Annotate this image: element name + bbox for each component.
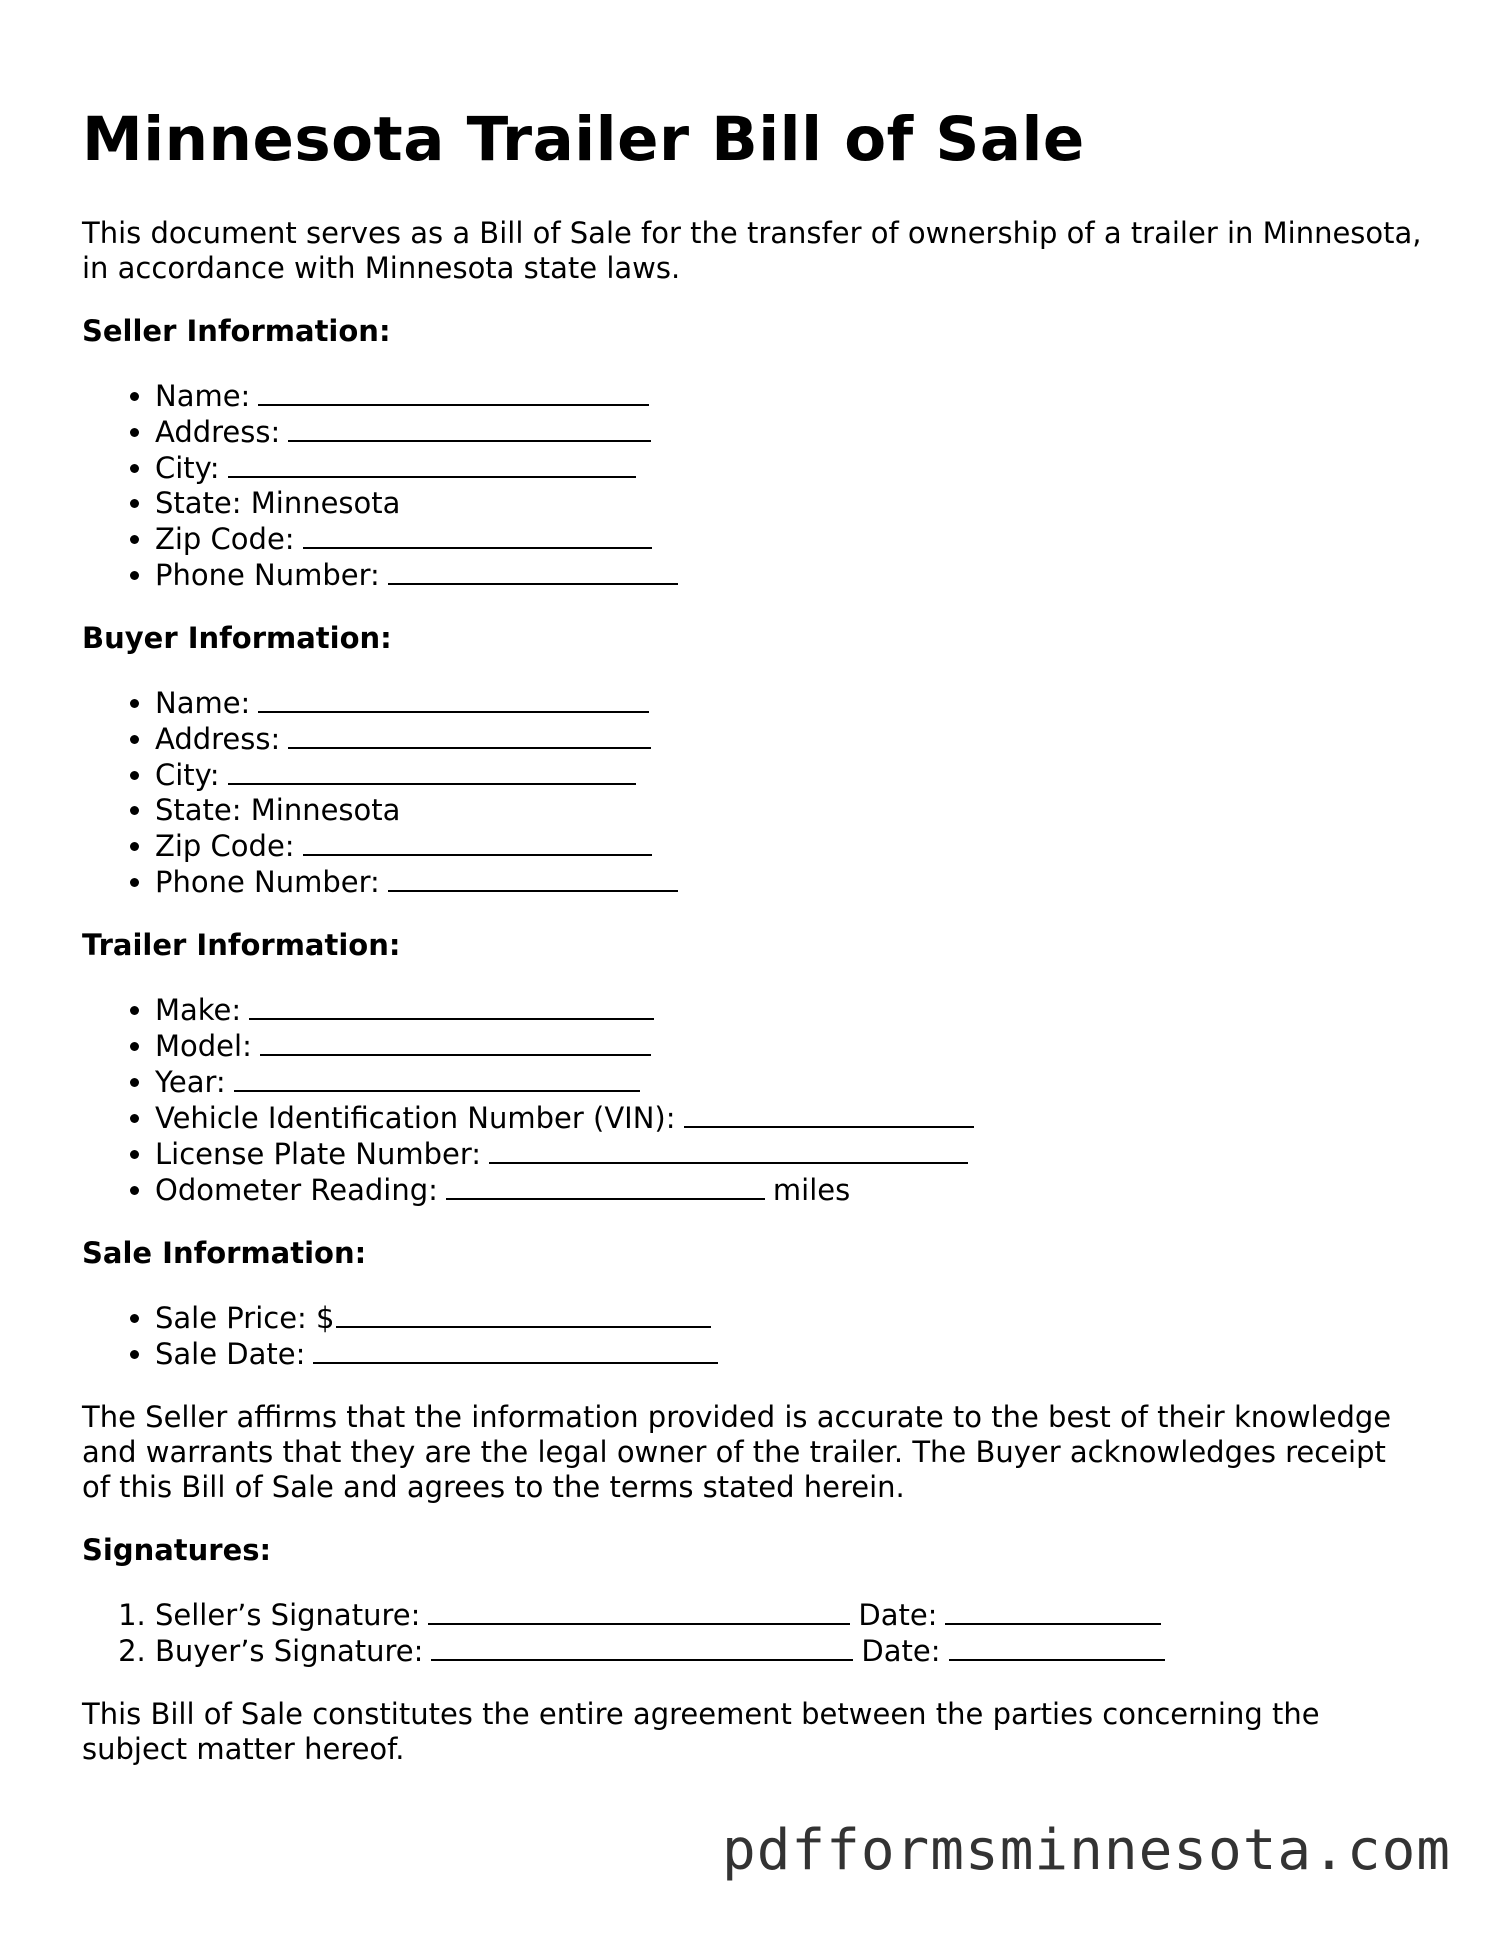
buyer-name-field[interactable]: [258, 685, 649, 713]
signatures-section-heading: Signatures:: [82, 1533, 272, 1567]
buyer-address-label: Address:: [155, 722, 281, 756]
seller-phone-field[interactable]: [388, 557, 678, 585]
seller-state-item: [155, 486, 1422, 521]
trailer-make-label: Make:: [155, 993, 242, 1027]
trailer-section-heading: Trailer Information:: [82, 928, 401, 962]
seller-date-field[interactable]: [945, 1597, 1161, 1625]
seller-signature-item: [155, 1597, 1422, 1633]
seller-name-item: [155, 378, 1422, 414]
buyer-signature-label: Buyer’s Signature:: [155, 1634, 424, 1668]
sale-info-list: [82, 1300, 1422, 1372]
seller-phone-label: Phone Number:: [155, 558, 380, 592]
buyer-signature-item: [155, 1633, 1422, 1669]
trailer-odometer-field[interactable]: [446, 1172, 765, 1200]
buyer-section-heading: Buyer Information:: [82, 621, 392, 655]
buyer-state-label: State: Minnesota: [155, 793, 401, 827]
trailer-year-label: Year:: [155, 1065, 226, 1099]
seller-city-item: [155, 450, 1422, 486]
buyer-date-label: Date:: [861, 1634, 941, 1668]
buyer-address-field[interactable]: [288, 721, 651, 749]
buyer-state-item: [155, 793, 1422, 828]
seller-zip-field[interactable]: [303, 521, 652, 549]
seller-state-label: State: Minnesota: [155, 486, 401, 520]
site-watermark: pdfformsminnesota.com: [721, 1818, 1451, 1883]
buyer-city-label: City:: [155, 758, 220, 792]
trailer-vin-field[interactable]: [684, 1100, 974, 1128]
trailer-model-label: Model:: [155, 1029, 252, 1063]
sale-price-label: Sale Price: $: [155, 1301, 335, 1335]
seller-date-label: Date:: [858, 1598, 938, 1632]
buyer-info-list: [82, 685, 1422, 900]
trailer-plate-field[interactable]: [489, 1136, 968, 1164]
trailer-year-field[interactable]: [234, 1064, 640, 1092]
buyer-phone-field[interactable]: [388, 864, 678, 892]
buyer-zip-item: [155, 828, 1422, 864]
seller-zip-item: [155, 521, 1422, 557]
seller-signature-label: Seller’s Signature:: [155, 1598, 421, 1632]
seller-zip-label: Zip Code:: [155, 522, 295, 556]
signatures-list: [82, 1597, 1422, 1669]
intro-paragraph: This document serves as a Bill of Sale for the transfer of ownership of a trailer in Minnesota, in accordance with Minnesota state laws.: [82, 216, 1422, 285]
buyer-city-item: [155, 757, 1422, 793]
sale-date-field[interactable]: [313, 1336, 718, 1364]
buyer-city-field[interactable]: [228, 757, 636, 785]
trailer-odometer-label: Odometer Reading:: [155, 1173, 438, 1207]
seller-address-item: [155, 414, 1422, 450]
buyer-zip-label: Zip Code:: [155, 829, 295, 863]
buyer-phone-label: Phone Number:: [155, 865, 380, 899]
trailer-odometer-unit: miles: [772, 1173, 851, 1207]
bill-of-sale-document: [82, 100, 1422, 1767]
trailer-vin-item: [155, 1100, 1422, 1136]
sale-price-item: [155, 1300, 1422, 1336]
sale-date-item: [155, 1336, 1422, 1372]
seller-city-field[interactable]: [228, 450, 636, 478]
seller-name-field[interactable]: [258, 378, 649, 406]
seller-section-heading: Seller Information:: [82, 314, 391, 348]
affirmation-paragraph: The Seller affirms that the information provided is accurate to the best of their knowledge and warrants that they are the legal owner of the trailer. The Buyer acknowledges receipt of this Bill of Sale and agrees to the terms stated herein.: [82, 1400, 1392, 1504]
buyer-name-item: [155, 685, 1422, 721]
seller-signature-field[interactable]: [428, 1597, 850, 1625]
closing-paragraph: This Bill of Sale constitutes the entire agreement between the parties concerning the subject matter hereof.: [82, 1697, 1320, 1766]
trailer-odometer-item: [155, 1172, 1422, 1208]
seller-name-label: Name:: [155, 379, 251, 413]
trailer-vin-label: Vehicle Identification Number (VIN):: [155, 1101, 676, 1135]
trailer-model-item: [155, 1028, 1422, 1064]
trailer-year-item: [155, 1064, 1422, 1100]
sale-section-heading: Sale Information:: [82, 1236, 367, 1270]
buyer-date-field[interactable]: [949, 1633, 1165, 1661]
buyer-phone-item: [155, 864, 1422, 900]
buyer-signature-field[interactable]: [431, 1633, 853, 1661]
trailer-plate-item: [155, 1136, 1422, 1172]
trailer-info-list: [82, 992, 1422, 1208]
seller-phone-item: [155, 557, 1422, 593]
sale-price-field[interactable]: [336, 1300, 711, 1328]
buyer-address-item: [155, 721, 1422, 757]
buyer-zip-field[interactable]: [303, 828, 652, 856]
trailer-make-field[interactable]: [249, 992, 654, 1020]
buyer-name-label: Name:: [155, 686, 251, 720]
seller-address-label: Address:: [155, 415, 281, 449]
page-title: Minnesota Trailer Bill of Sale: [82, 104, 1085, 175]
seller-city-label: City:: [155, 451, 220, 485]
trailer-plate-label: License Plate Number:: [155, 1137, 482, 1171]
seller-address-field[interactable]: [288, 414, 651, 442]
trailer-make-item: [155, 992, 1422, 1028]
trailer-model-field[interactable]: [260, 1028, 651, 1056]
seller-info-list: [82, 378, 1422, 593]
sale-date-label: Sale Date:: [155, 1337, 306, 1371]
